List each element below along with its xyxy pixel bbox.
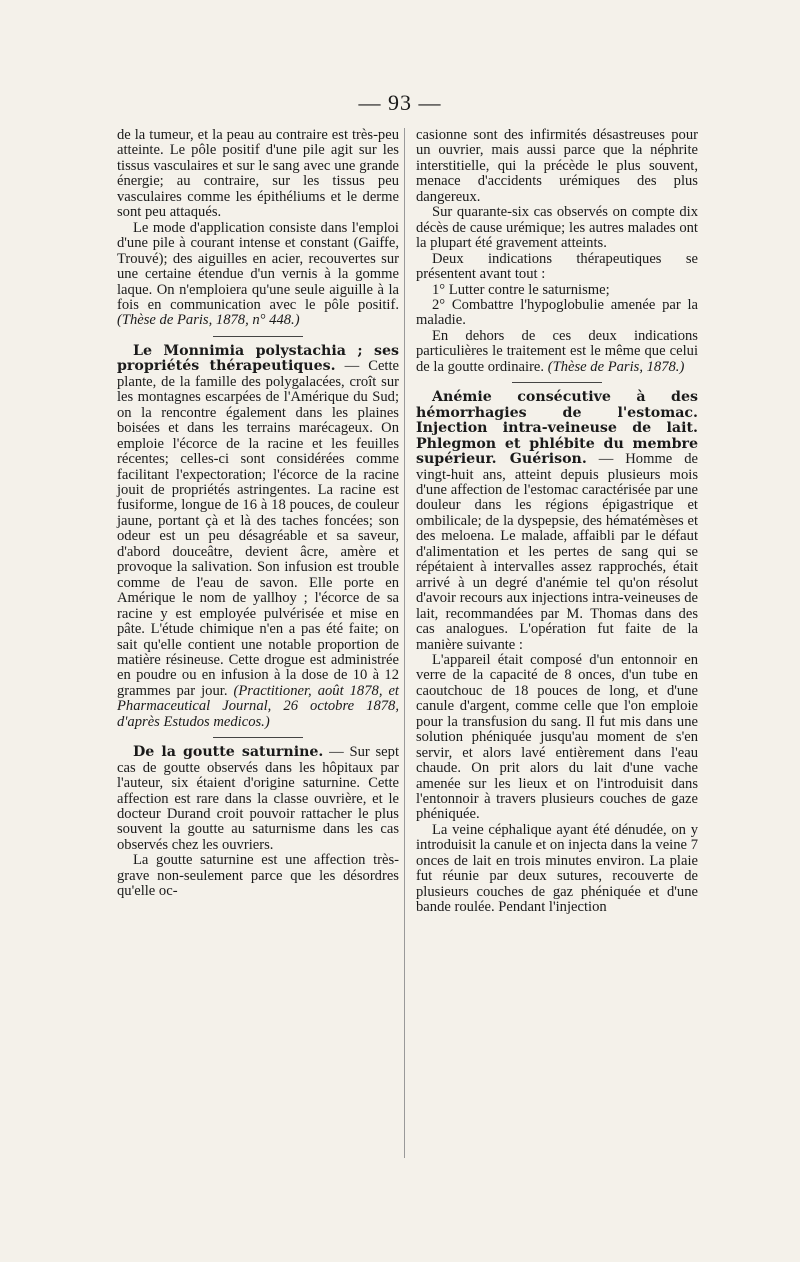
reference: (Thèse de Paris, 1878, n° 448.): [117, 312, 300, 329]
article: [117, 745, 399, 853]
article-heading: Le Monnimia polystachia ; ses propriétés thérapeutiques.: [117, 342, 399, 375]
left-column: [117, 128, 399, 900]
list-item: 1° Lutter contre le saturnisme;: [432, 281, 610, 298]
article-heading: De la goutte saturnine.: [133, 744, 324, 761]
separator: [213, 737, 303, 738]
article-heading: Anémie consécutive à des hémorrhagies de l'estomac. Injection intra-veineuse de lait. Phlegmon et phlébite du membre supérieur. Guérison.: [416, 389, 698, 468]
column-divider: [404, 128, 405, 1158]
article: [416, 390, 698, 653]
paragraph-text: Le mode d'application consiste dans l'emploi d'une pile à courant intense et constant (Gaiffe, Trouvé); des aiguilles en acier, recouvertes sur une certaine étendue d'un vernis à la gomme laque. On n'emploiera qu'une seule aiguille à la fois en communication avec le pôle positif.: [117, 219, 399, 313]
paragraph: La goutte saturnine est une affection très-grave non-seulement parce que les désordres qu'elle oc-: [117, 852, 399, 900]
paragraph: La veine céphalique ayant été dénudée, on y introduisit la canule et on injecta dans la veine 7 onces de lait en trois minutes environ. La plaie fut réunie par deux sutures, recouverte de plusieurs couches de gaz phéniquée et d'une bande roulée. Pendant l'injection: [416, 821, 698, 916]
separator: [213, 336, 303, 337]
article: [117, 344, 399, 730]
paragraph: [416, 329, 698, 375]
article-text: — Homme de vingt-huit ans, atteint depuis plusieurs mois d'une affection de l'estomac caractérisée par une douleur dans les régions épigastrique et ombilicale; de la dyspepsie, des hématémèses et des meloena. Le malade, affaibli par le défaut d'alimentation et les pertes de sang qui se répétaient à intervalles assez rapprochés, était arrivé à un degré d'anémie tel qu'on résolut d'avoir recours aux injections intra-veineuses de lait, recommandées par M. Thomas dans des cas analogues. L'opération fut faite de la manière suivante :: [416, 451, 698, 653]
separator: [512, 382, 602, 383]
article-text: — Sur sept cas de goutte observés dans les hôpitaux par l'auteur, six étaient d'origine saturnine. Cette affection est rare dans la classe ouvrière, et le docteur Durand croit pouvoir rattacher le plus souvent la goutte au saturnisme dans les cas observés chez les ouvriers.: [117, 744, 399, 853]
paragraph: Deux indications thérapeutiques se présentent avant tout :: [416, 250, 698, 283]
page-number: — 93 —: [358, 90, 442, 115]
reference: (Thèse de Paris, 1878.): [547, 358, 685, 375]
list-item: 2° Combattre l'hypoglobulie amenée par la maladie.: [416, 296, 698, 329]
paragraph: de la tumeur, et la peau au contraire est très-peu atteinte. Le pôle positif d'une pile agit sur les tissus vasculaires et sur le sang avec une grande énergie; au contraire, sur les tissus peu vasculaires comme les épithéliums et le derme sont peu attaqués.: [117, 127, 399, 221]
paragraph: casionne sont des infirmités désastreuses pour un ouvrier, mais aussi parce que la néphrite interstitielle, qui la précède le plus souvent, menace d'accidents urémiques des plus dangereux.: [416, 127, 698, 205]
article-text: — Cette plante, de la famille des polygalacées, croît sur les montagnes escarpées de l'Amérique du Sud; on la rencontre également dans les plaines boisées et dans les terrains marécageux. On emploie l'écorce de la racine et les feuilles récentes; celles-ci sont considérées comme facilitant l'expectoration; l'écorce de la racine jouit de propriétés astringentes. La racine est fusiforme, longue de 16 à 18 pouces, de couleur jaune, portant çà et là des taches foncées; son odeur est un peu désagréable et sa saveur, d'abord douceâtre, devient âcre, amère et provoque la salivation. Son infusion est trouble comme de l'eau de savon. Elle porte en Amérique le nom de yallhoy ; l'écorce de sa racine y est employée pulvérisée et mise en pâte. L'étude chimique n'en a pas été faite; on sait qu'elle contient une notable proportion de matière résineuse. Cette drogue est administrée en poudre ou en infusion à la dose de 10 à 12 grammes par jour.: [117, 358, 400, 699]
paragraph-text: En dehors de ces deux indications particulières le traitement est le même que celui de la goutte ordinaire.: [416, 327, 698, 375]
right-column: [416, 128, 698, 916]
paragraph: L'appareil était composé d'un entonnoir en verre de la capacité de 8 onces, d'un tube en caoutchouc de 18 pouces de long, et d'une canule d'argent, comme celle que l'on emploie pour la transfusion du sang. Il fut mis dans une solution phéniquée jusqu'au moment de s'en servir, et alors lavé entièrement dans l'eau chaude. On prit alors du lait d'une vache amenée sur les lieux et on l'introduisit dans l'entonnoir à travers plusieurs couches de gaze phéniquée.: [416, 651, 698, 823]
paragraph: [117, 221, 399, 329]
paragraph: Sur quarante-six cas observés on compte dix décès de cause urémique; les autres malades ont la plupart été gravement atteints.: [416, 204, 698, 252]
reference: (Practitioner, août 1878, et Pharmaceutical Journal, 26 octobre 1878, d'après Estudos medicos.): [117, 682, 399, 730]
